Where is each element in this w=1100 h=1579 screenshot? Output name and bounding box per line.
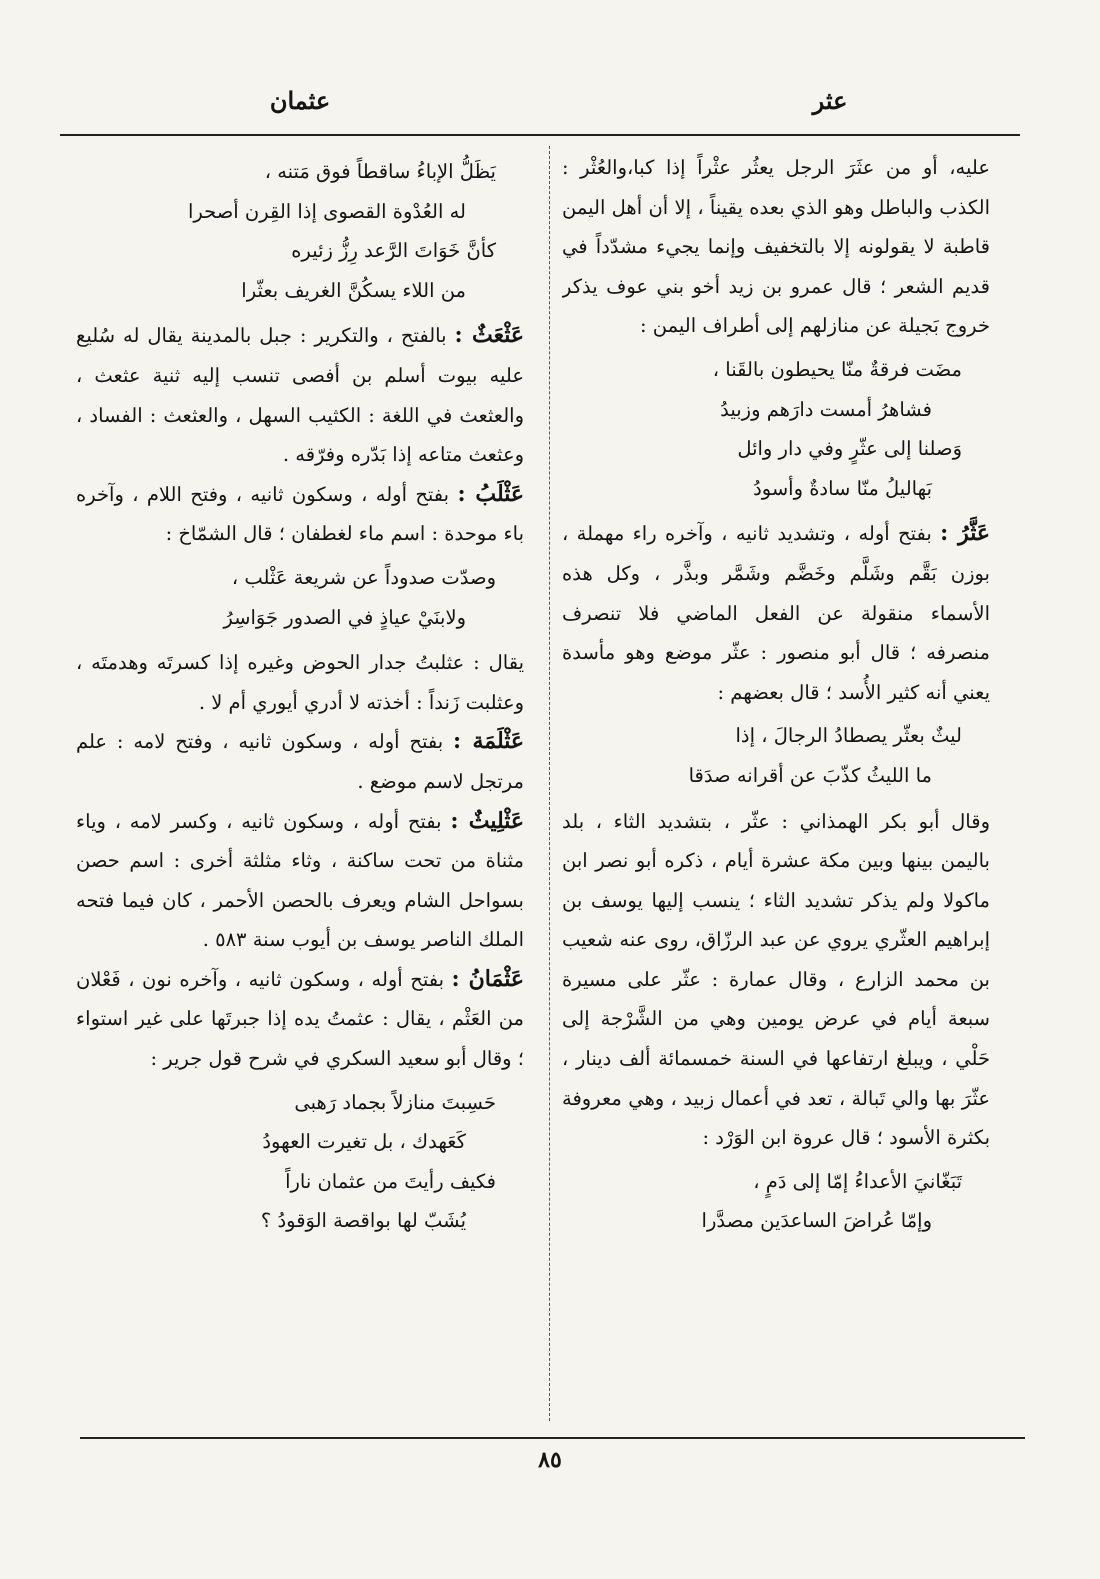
headword: عَثَّرُ : [940,520,990,547]
right-column [562,148,990,1428]
verse [562,350,990,508]
verse [76,1083,524,1241]
verse-line: ولابنَيْ عياذٍ في الصدور جَوَاسِرُ [223,605,466,629]
verse-line: تَبَغّانيَ الأعداءُ إمّا إلى دَمٍ ، [753,1169,962,1193]
verse [562,1162,990,1241]
verse-line: كَعَهدك ، بل تغيرت العهودُ [262,1130,466,1154]
left-column [76,148,524,1428]
entry-text: بالفتح ، والتكرير : جبل بالمدينة يقال له سُليع عليه بيوت أسلم بن أفصى تنسب إليه ثنية عثعث ، والعثعث في اللغة : الكثيب السهل ، والعثعث : الفساد ، وعثعث متاعه إذا بَدّره وفرّقه . [76,324,524,467]
headword: عَثْلِيثٌ : [450,807,524,834]
verse-line: فكيف رأيتَ من عثمان ناراً [285,1169,496,1193]
entry-paragraph [562,514,990,712]
verse-line: فشاهرُ أمست دارَهم وزبيدُ [720,397,932,421]
page-number: ٨٥ [538,1447,562,1473]
verse-line: وإمّا عُراضَ الساعدَين مصدَّرا [701,1209,932,1233]
verse-line: بَهاليلُ منّا سادةٌ وأسودُ [753,476,932,500]
headword: عَثْمَانُ : [451,965,524,992]
headword: عَثْعَثٌ : [454,322,524,349]
verse [76,558,524,637]
verse-line: من اللاء يسكُنَّ الغريف بعثّرا [241,278,466,302]
entry-text: بفتح أوله ، وتشديد ثانيه ، وآخره راء مهملة ، بوزن بَقَّم وشَلَّم وخَضَّم وشَمَّر وبذَّر ، وكل هذه الأسماء منقولة عن الفعل الماضي فلا تنصرف منصرفه ؛ قال أبو منصور : عثّر موضع وهو مأسدة يعني أنه كثير الأُسد ؛ قال بعضهم : [562,522,990,704]
verse [562,716,990,795]
entry-text: عليه، أو من عثَرَ الرجل يعثُر عثْراً إذا كبا،والعُثْر : الكذب والباطل وهو الذي بعده يقيناً ، إلا أن أهل اليمن قاطبة لا يقولونه إلا بالتخفيف وإنما يجيء مشدّداً في قديم الشعر ؛ قال عمرو بن زيد أخو بني عوف يذكر خروج بَجيلة عن منازلهم إلى أطراف اليمن : [562,156,990,338]
verse-line: مضَت فرقةٌ منّا يحيطون بالقَنا ، [712,357,962,381]
entry-text: يقال : عثلبتُ جدار الحوض وغيره إذا كسرتَه وهدمتَه ، وعثلبت زَنداً : أخذته لا أدري أيوري أم لا . [76,651,524,714]
verse-line: يُشَبّ لها بواقصة الوَقودُ ؟ [260,1209,466,1233]
verse-line: وصدّت صدوداً عن شريعة عَثْلب ، [231,565,496,589]
verse-line: حَسِبتَ منازلاً بجماد رَهبى [294,1090,496,1114]
entry-text: بفتح أوله ، وسكون ثانيه ، وفتح اللام ، وآخره باء موحدة : اسم ماء لغطفان ؛ قال الشمّاخ : [76,482,524,546]
entry-text: بفتح أوله ، وسكون ثانيه ، وفتح لامه : علم مرتجل لاسم موضع . [76,730,524,793]
verse-line: ليثٌ بعثّر يصطادُ الرجالَ ، إذا [735,724,962,748]
verse [76,152,524,310]
column-divider [549,146,550,1421]
entry-paragraph [76,475,524,554]
verse-line: ما الليثُ كذّبَ عن أقرانه صدَقا [688,763,932,787]
header-right-word: عثر [812,86,848,115]
verse-line: يَظَلُّ الإباءُ ساقطاً فوق مَتنه ، [264,160,496,183]
entry-paragraph [76,960,524,1079]
headword: عَثْلَبُ : [457,480,524,507]
verse-line: كأنَّ خَوَاتَ الرَّعد رِزُّ زئيره [291,239,496,263]
footer-rule [80,1437,1025,1439]
header-left-word: عثمان [269,86,331,115]
header-rule [60,134,1020,136]
entry-text: وقال أبو بكر الهمذاني : عثّر ، بتشديد الثاء ، بلد باليمن بينها وبين مكة عشرة أيام ، ذكره أبو نصر ابن ماكولا ولم يذكر تشديد الثاء ؛ ينسب إليها يوسف بن إبراهيم العثّري يروي عن عبد الرزّاق، روى عنه شعيب بن محمد الزارع ، وقال عمارة : عثّر على مسيرة سبعة أيام في عرض يومين وهي من الشَّرْجة إلى حَلْي ، ويبلغ ارتفاعها في السنة خمسمائة ألف دينار ، عثّرَ بها والي تَبالة ، تعد في أعمال زبيد ، وهي معروفة بكثرة الأسود ؛ قال عروة ابن الوَرْد : [562,809,990,1150]
entry-paragraph [76,316,524,474]
entry-paragraph [76,802,524,960]
entry-text: بفتح أوله ، وسكون ثانيه ، وكسر لامه ، وياء مثناة من تحت ساكنة ، وثاء مثلثة أخرى : اسم حصن بسواحل الشام ويعرف بالحصن الأحمر ، كان فيما فتحه الملك الناصر يوسف بن أيوب سنة ٥٨٣ . [76,809,524,952]
headword: عَثْلَمَة : [453,728,524,755]
verse-line: وَصلنا إلى عثّرٍ وفي دار وائل [737,437,962,461]
entry-paragraph [76,722,524,801]
entry-text: بفتح أوله ، وسكون ثانيه ، وآخره نون ، فَعْلان من العَثْم ، يقال : عثمتُ يده إذا جبرتَها على غير استواء ؛ وقال أبو سعيد السكري في شرح قول جرير : [76,967,524,1071]
verse-line: له العُدْوة القصوى إذا القِرن أصحرا [187,199,466,223]
